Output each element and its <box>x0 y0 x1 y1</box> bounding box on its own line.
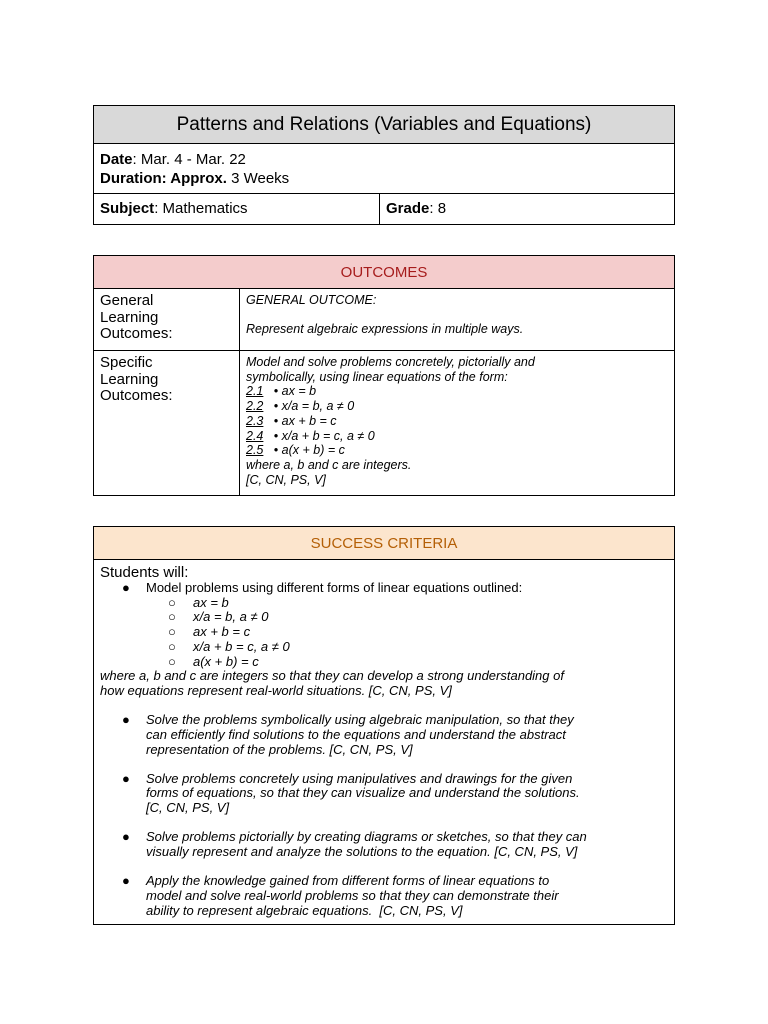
form-text: ax + b = c <box>193 624 251 640</box>
list-item <box>100 830 668 859</box>
outcome-equation: • a(x + b) = c <box>263 443 345 458</box>
success-criteria-table <box>93 526 675 925</box>
bullet-line: can efficiently find solutions to the equations and understand the abstract <box>146 726 566 742</box>
outcome-equation: • x/a = b, a ≠ 0 <box>263 399 355 414</box>
outro-line: where a, b and c are integers. <box>246 457 412 472</box>
form-item <box>100 610 668 625</box>
subject-cell <box>94 194 380 224</box>
subject-value: : Mathematics <box>154 200 248 217</box>
general-outcome-text: Represent algebraic expressions in multiple ways. <box>246 321 524 336</box>
form-text: x/a = b, a ≠ 0 <box>193 609 269 625</box>
form-item <box>100 640 668 655</box>
label-line: General <box>100 292 154 309</box>
outcomes-table <box>93 255 675 496</box>
outcome-equation: • ax = b <box>263 384 317 399</box>
outcome-number: 2.5 <box>246 443 264 458</box>
bullet-icon: ● <box>122 770 130 786</box>
general-outcome-content <box>240 289 674 350</box>
outcome-number: 2.4 <box>246 428 264 443</box>
circle-icon: ○ <box>168 638 176 654</box>
outcome-equation: • x/a + b = c, a ≠ 0 <box>263 428 375 443</box>
circle-icon: ○ <box>168 609 176 625</box>
outcome-number: 2.1 <box>246 384 264 399</box>
specific-outcome-row <box>94 351 674 495</box>
bullet-line: representation of the problems. [C, CN, PS, V] <box>146 741 413 757</box>
outcomes-heading-row <box>94 256 674 289</box>
bullet-icon: ● <box>122 712 130 728</box>
duration-line <box>100 169 674 188</box>
outcome-number: 2.3 <box>246 413 264 428</box>
bullet-line: Solve problems pictorially by creating diagrams or sketches, so that they can <box>146 829 587 845</box>
bullet-text: Model problems using different forms of linear equations outlined: <box>146 580 523 595</box>
outro-line: [C, CN, PS, V] <box>246 472 326 487</box>
success-heading: SUCCESS CRITERIA <box>310 534 458 552</box>
bullet-line: visually represent and analyze the solutions to the equation. [C, CN, PS, V] <box>146 844 578 860</box>
where-line: how equations represent real-world situations. [C, CN, PS, V] <box>100 682 452 698</box>
intro-line: symbolically, using linear equations of the form: <box>246 369 508 384</box>
list-item <box>100 713 668 757</box>
label-line: Specific <box>100 354 153 371</box>
date-value: : Mar. 4 - Mar. 22 <box>132 150 246 168</box>
outcome-item <box>246 414 668 429</box>
general-outcome-title: GENERAL OUTCOME: <box>246 293 377 307</box>
form-text: x/a + b = c, a ≠ 0 <box>193 638 290 654</box>
outcome-number: 2.2 <box>246 399 264 414</box>
subject-grade-row <box>94 194 674 224</box>
date-label: Date <box>100 150 133 168</box>
list-item <box>100 772 668 816</box>
outcome-item <box>246 399 668 414</box>
bullet-line: Solve the problems symbolically using algebraic manipulation, so that they <box>146 712 574 728</box>
title-row <box>94 106 674 144</box>
bullet-line: Apply the knowledge gained from different forms of linear equations to <box>146 873 550 889</box>
outcome-item <box>246 384 668 399</box>
outcomes-heading: OUTCOMES <box>340 263 428 281</box>
form-item <box>100 655 668 670</box>
success-body <box>94 560 674 924</box>
bullet-line: forms of equations, so that they can visualize and understand the solutions. <box>146 785 580 801</box>
intro-line: Model and solve problems concretely, pictorially and <box>246 355 535 369</box>
subject-label: Subject <box>100 200 155 217</box>
form-item <box>100 596 668 611</box>
outcome-item <box>246 429 668 444</box>
bullet-line: ability to represent algebraic equations. [C, CN, PS, V] <box>146 902 463 918</box>
date-line <box>100 150 674 169</box>
specific-label-cell <box>94 351 240 495</box>
label-line: Outcomes: <box>100 325 173 342</box>
duration-label: Duration: Approx. <box>100 169 227 187</box>
outcome-item <box>246 443 668 458</box>
list-item <box>100 874 668 918</box>
bullet-line: model and solve real-world problems so that they can demonstrate their <box>146 887 559 903</box>
general-outcome-row <box>94 289 674 351</box>
outcome-equation: • ax + b = c <box>263 413 337 428</box>
page-title: Patterns and Relations (Variables and Equations) <box>176 113 592 135</box>
list-item <box>100 581 668 596</box>
label-line: Learning <box>100 370 159 388</box>
date-duration-row <box>94 144 674 194</box>
grade-label: Grade <box>386 200 430 217</box>
where-line: where a, b and c are integers so that they can develop a strong understanding of <box>100 668 564 684</box>
grade-value: : 8 <box>429 200 447 217</box>
specific-outcome-content <box>240 351 674 495</box>
bullet-icon: ● <box>122 873 130 889</box>
form-item <box>100 625 668 640</box>
bullet-line: [C, CN, PS, V] <box>146 800 230 816</box>
form-text: a(x + b) = c <box>193 653 259 669</box>
circle-icon: ○ <box>168 624 176 640</box>
grade-cell <box>380 194 674 224</box>
label-line: Learning <box>100 308 159 326</box>
unit-header-table <box>93 105 675 225</box>
circle-icon: ○ <box>168 653 176 669</box>
students-will: Students will: <box>100 564 189 581</box>
bullet-line: Solve problems concretely using manipulatives and drawings for the given <box>146 770 573 786</box>
success-heading-row <box>94 527 674 560</box>
bullet-icon: ● <box>122 829 130 845</box>
circle-icon: ○ <box>168 594 176 610</box>
bullet-icon: ● <box>122 580 130 595</box>
form-text: ax = b <box>193 594 229 610</box>
duration-value: 3 Weeks <box>226 169 290 187</box>
label-line: Outcomes: <box>100 387 173 404</box>
general-label-cell <box>94 289 240 350</box>
